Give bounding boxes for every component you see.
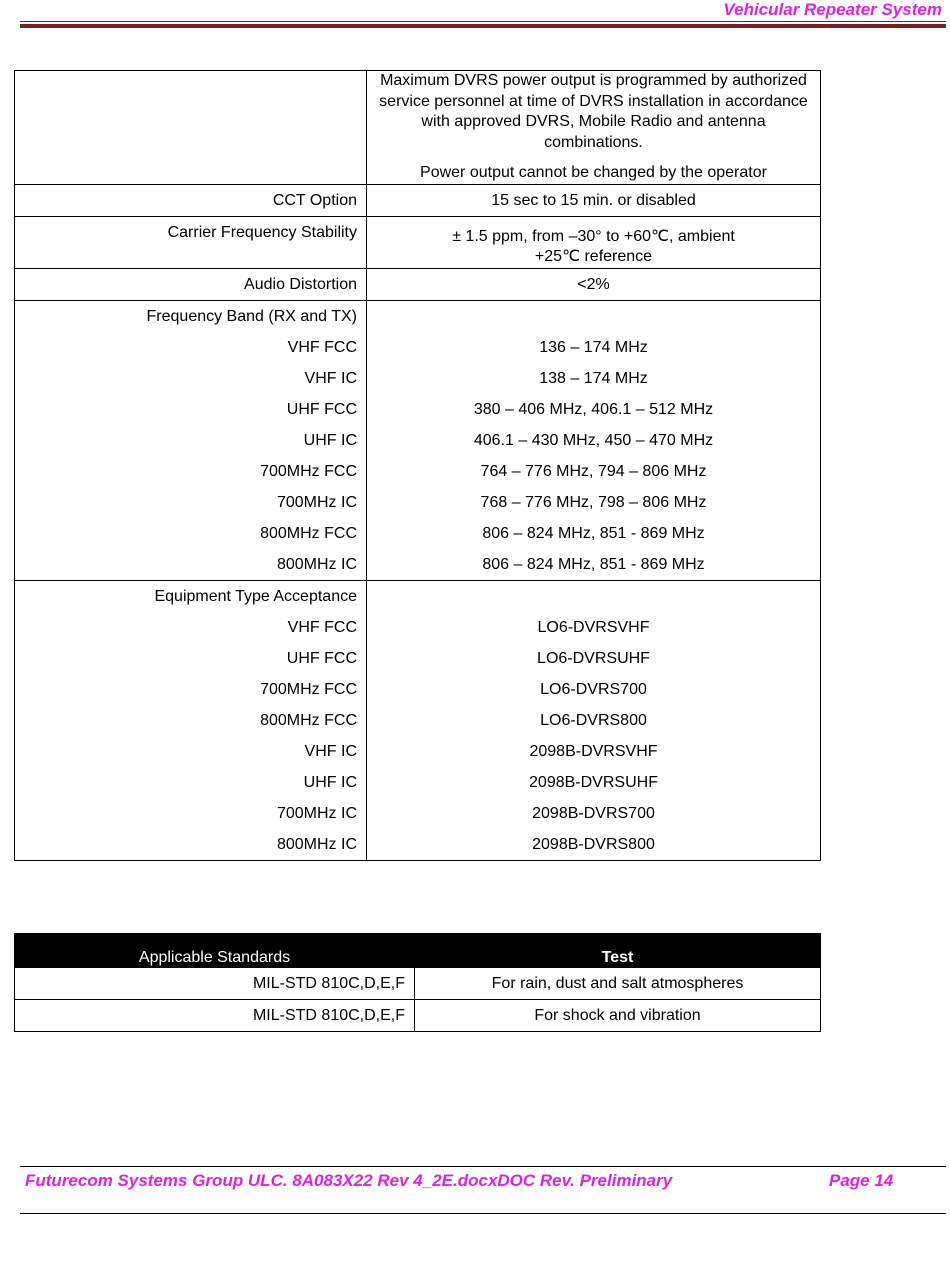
type-label: 800MHz FCC [260, 711, 357, 729]
test-cell: For shock and vibration [415, 1000, 821, 1032]
specifications-table [14, 70, 821, 861]
cct-option-value: 15 sec to 15 min. or disabled [491, 191, 696, 209]
footer-rule-top [20, 1166, 946, 1167]
cct-option-label: CCT Option [272, 191, 357, 209]
table-row [15, 216, 821, 268]
type-id: LO6-DVRSUHF [537, 649, 650, 667]
type-id: 2098B-DVRS800 [532, 835, 655, 853]
type-acceptance-heading: Equipment Type Acceptance [154, 587, 357, 605]
type-id: LO6-DVRSVHF [537, 618, 650, 636]
type-id: LO6-DVRS800 [540, 711, 647, 729]
type-id: LO6-DVRS700 [540, 680, 647, 698]
type-label: VHF FCC [287, 618, 357, 636]
standard-cell: MIL-STD 810C,D,E,F [15, 968, 415, 1000]
band-range: 806 – 824 MHz, 851 - 869 MHz [482, 524, 705, 542]
band-range: 380 – 406 MHz, 406.1 – 512 MHz [473, 400, 714, 418]
frequency-band-blank [371, 301, 816, 332]
header-title: Vehicular Repeater System [723, 0, 942, 19]
type-label: 700MHz IC [276, 804, 357, 822]
frequency-stability-label: Carrier Frequency Stability [167, 223, 357, 241]
table-row [15, 300, 821, 580]
frequency-stability-value: ± 1.5 ppm, from –30° to +60℃, ambient +25℃ reference [452, 227, 735, 265]
power-output-note [367, 71, 821, 185]
band-label: UHF FCC [286, 400, 357, 418]
table-header-row [15, 934, 821, 968]
band-label: VHF FCC [287, 338, 357, 356]
header-rule-thick [20, 24, 946, 28]
band-label: 800MHz IC [276, 555, 357, 573]
type-acceptance-blank [371, 581, 816, 612]
type-id: 2098B-DVRSUHF [529, 773, 658, 791]
audio-distortion-label: Audio Distortion [244, 275, 357, 293]
band-range: 138 – 174 MHz [539, 369, 648, 387]
footer-document-id: Futurecom Systems Group ULC. 8A083X22 Rev 4_2E.docxDOC Rev. Preliminary [25, 1171, 673, 1190]
power-output-operator-note: Power output cannot be changed by the operator [420, 164, 767, 181]
standards-table [14, 933, 821, 1032]
footer-page-number: Page 14 [829, 1171, 894, 1190]
band-range: 136 – 174 MHz [539, 338, 648, 356]
frequency-band-heading: Frequency Band (RX and TX) [146, 307, 357, 325]
audio-distortion-value: <2% [577, 275, 610, 293]
band-range: 768 – 776 MHz, 798 – 806 MHz [480, 493, 707, 511]
footer-rule-bottom [20, 1213, 946, 1214]
band-range: 806 – 824 MHz, 851 - 869 MHz [482, 555, 705, 573]
type-id: 2098B-DVRSVHF [529, 742, 658, 760]
table-row [15, 580, 821, 860]
test-cell: For rain, dust and salt atmospheres [415, 968, 821, 1000]
column-header-test: Test [415, 934, 821, 968]
band-label: 800MHz FCC [260, 524, 357, 542]
type-id: 2098B-DVRS700 [532, 804, 655, 822]
table-cell-blank [15, 71, 367, 185]
table-row [15, 1000, 821, 1032]
band-label: UHF IC [303, 431, 357, 449]
power-output-note-text: Maximum DVRS power output is programmed by authorized service personnel at time of DVRS installation in accordance with approved DVRS, Mobile Radio and antenna combinations. [379, 72, 808, 151]
band-label: VHF IC [304, 369, 357, 387]
type-label: UHF FCC [286, 649, 357, 667]
type-label: UHF IC [303, 773, 357, 791]
header-rule-thin [20, 21, 946, 22]
table-row [15, 71, 821, 185]
table-row [15, 968, 821, 1000]
band-label: 700MHz FCC [260, 462, 357, 480]
column-header-standards: Applicable Standards [15, 934, 415, 968]
type-label: VHF IC [304, 742, 357, 760]
standard-cell: MIL-STD 810C,D,E,F [15, 1000, 415, 1032]
band-label: 700MHz IC [276, 493, 357, 511]
type-label: 700MHz FCC [260, 680, 357, 698]
type-label: 800MHz IC [276, 835, 357, 853]
table-row [15, 184, 821, 216]
band-range: 764 – 776 MHz, 794 – 806 MHz [480, 462, 707, 480]
table-row [15, 268, 821, 300]
band-range: 406.1 – 430 MHz, 450 – 470 MHz [473, 431, 714, 449]
